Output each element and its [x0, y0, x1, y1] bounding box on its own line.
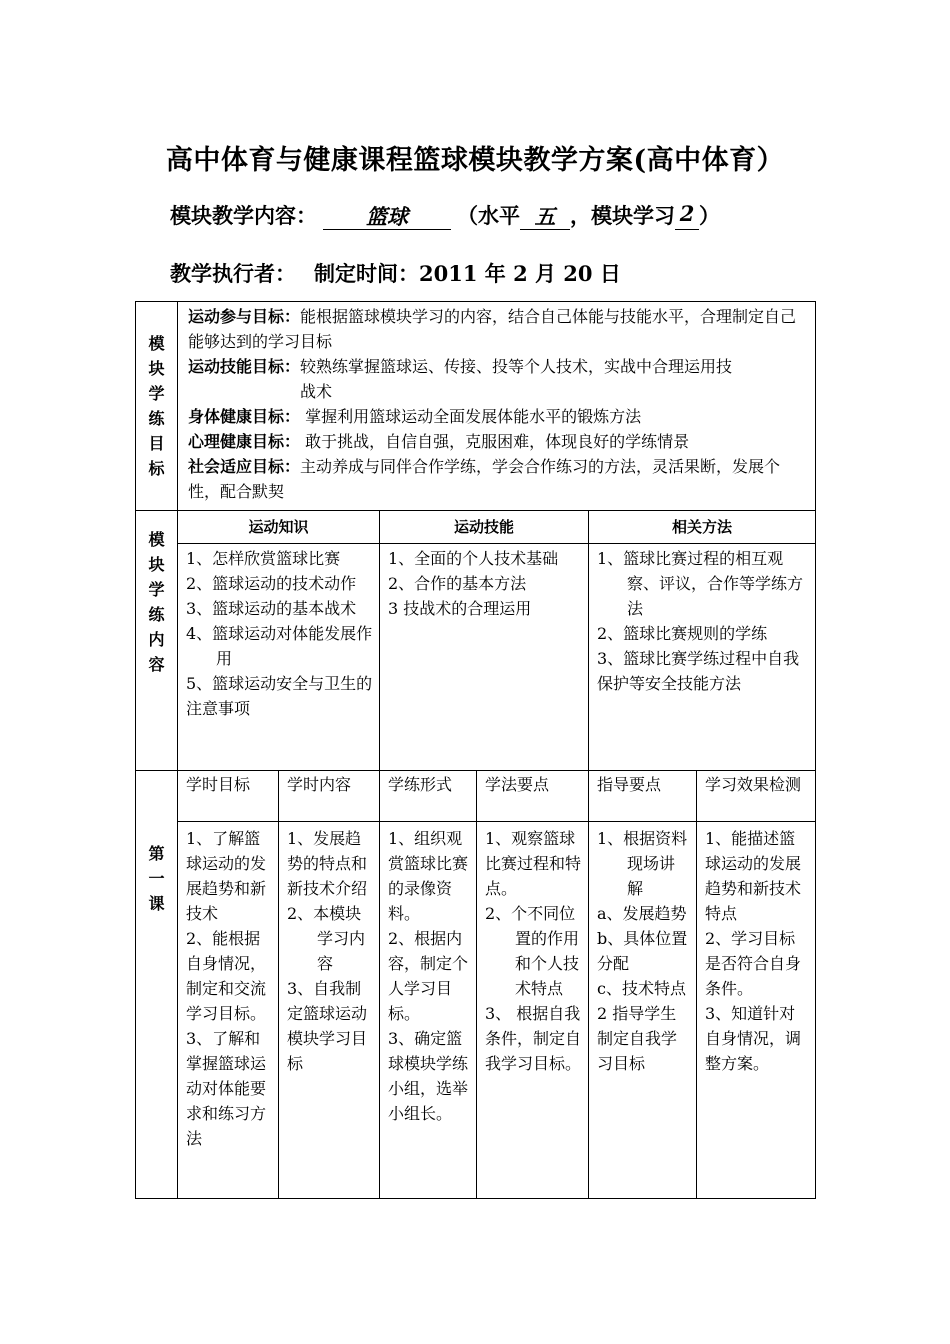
level-open: （水平	[457, 203, 520, 228]
list-item: 2、个不同位置的作用和个人技术特点	[485, 904, 580, 998]
goals-side-label	[136, 302, 178, 511]
content-side-label	[136, 511, 178, 771]
close-paren: ）	[699, 203, 720, 228]
page-title: 高中体育与健康课程篮球模块教学方案(高中体育）	[165, 145, 785, 176]
list-item: 3、了解和掌握篮球运动对体能要求和练习方法	[186, 1029, 267, 1148]
goals-side-text: 模块学练目标	[148, 334, 165, 478]
lesson-header-check: 学习效果检测	[697, 771, 816, 822]
level-value: 五	[520, 201, 570, 230]
module-value: 2	[675, 201, 699, 230]
list-item: 1、怎样欣赏篮球比赛	[186, 549, 341, 568]
list-item: 2 指导学生制定自我学习目标	[597, 1004, 678, 1073]
lesson-guide-cell	[589, 822, 697, 1199]
goal-social: 社会适应目标：主动养成与同伴合作学练，学会合作练习的方法，灵活果断，发展个性，配合默契	[188, 457, 781, 501]
header-skills: 运动技能	[380, 511, 589, 544]
list-item: 2、根据内容，制定个人学习目标。	[388, 929, 469, 1023]
list-item: 2、本模块学习内容	[287, 904, 366, 973]
list-item: 1、了解篮球运动的发展趋势和新技术	[186, 829, 267, 923]
lesson-header-method: 学法要点	[477, 771, 589, 822]
content-value: 篮球	[323, 201, 451, 230]
lesson-header-goal: 学时目标	[178, 771, 279, 822]
lesson-side-label	[136, 771, 178, 1199]
list-item: 1、观察篮球比赛过程和特点。	[485, 829, 582, 898]
list-item: 1、全面的个人技术基础	[388, 549, 559, 568]
list-item: 5、篮球运动安全与卫生的注意事项	[186, 674, 373, 718]
list-item: 3、篮球运动的基本战术	[186, 599, 357, 618]
list-item: 1、发展趋势的特点和新技术介绍	[287, 829, 368, 898]
executor-label: 教学执行者：	[170, 261, 296, 286]
lesson-header-row	[136, 771, 816, 822]
list-item: 2、合作的基本方法	[388, 574, 527, 593]
lesson-body-row	[136, 822, 816, 1199]
module-content-line	[170, 200, 720, 230]
list-item: 1、能描述篮球运动的发展趋势和新技术特点	[705, 829, 802, 923]
knowledge-cell	[178, 544, 380, 771]
executor-line	[170, 258, 621, 288]
list-item: 3、 根据自我条件，制定自我学习目标。	[485, 1004, 582, 1073]
methods-cell	[589, 544, 816, 771]
list-item: 4、篮球运动对体能发展作用	[186, 624, 373, 668]
list-item: b、具体位置分配	[597, 929, 688, 973]
list-item: 2、篮球运动的技术动作	[186, 574, 357, 593]
list-item: 3、知道针对自身情况，调整方案。	[705, 1004, 802, 1073]
content-header-row	[136, 511, 816, 544]
lesson-content-cell	[279, 822, 380, 1199]
list-item: 3 技战术的合理运用	[388, 599, 532, 618]
list-item: 2、篮球比赛规则的学练	[597, 624, 768, 643]
list-item: 3、自我制定篮球运动模块学习目标	[287, 979, 368, 1073]
list-item: 3、篮球比赛学练过程中自我保护等安全技能方法	[597, 649, 800, 693]
lesson-header-form: 学练形式	[380, 771, 477, 822]
list-item: a、发展趋势	[597, 904, 687, 923]
content-body-row	[136, 544, 816, 771]
header-knowledge: 运动知识	[178, 511, 380, 544]
lesson-header-guide: 指导要点	[589, 771, 697, 822]
skills-cell	[380, 544, 589, 771]
module-label: ，模块学习	[570, 203, 675, 228]
list-item: 3、确定篮球模块学练小组，选举小组长。	[388, 1029, 469, 1123]
list-item: c、技术特点	[597, 979, 686, 998]
goal-participation: 运动参与目标：能根据篮球模块学习的内容，结合自己体能与技能水平，合理制定自己能够达到的学习目标	[188, 307, 797, 351]
goal-skill: 运动技能目标：较熟练掌握篮球运、传接、投等个人技术，实战中合理运用技 战术	[188, 357, 733, 401]
goals-row	[136, 302, 816, 511]
date-label: 制定时间：2011 年 2 月 20 日	[314, 261, 621, 286]
content-side-text: 模块学练内容	[148, 530, 165, 674]
header-methods: 相关方法	[589, 511, 816, 544]
content-label: 模块教学内容：	[170, 203, 317, 228]
list-item: 1、篮球比赛过程的相互观察、评议，合作等学练方法	[597, 549, 804, 618]
goal-mental: 心理健康目标： 敢于挑战，自信自强，克服困难，体现良好的学练情景	[188, 432, 690, 451]
lesson-method-cell	[477, 822, 589, 1199]
lesson-side-text: 第一课	[148, 844, 165, 913]
list-item: 1、根据资料现场讲解	[597, 829, 688, 898]
list-item: 2、学习目标是否符合自身条件。	[705, 929, 802, 998]
lesson-form-cell	[380, 822, 477, 1199]
goals-cell	[178, 302, 816, 511]
plan-table	[135, 301, 816, 1199]
goal-health: 身体健康目标： 掌握利用篮球运动全面发展体能水平的锻炼方法	[188, 407, 642, 426]
lesson-header-content: 学时内容	[279, 771, 380, 822]
list-item: 1、组织观赏篮球比赛的录像资料。	[388, 829, 469, 923]
lesson-goal-cell	[178, 822, 279, 1199]
list-item: 2、能根据自身情况，制定和交流学习目标。	[186, 929, 267, 1023]
lesson-check-cell	[697, 822, 816, 1199]
